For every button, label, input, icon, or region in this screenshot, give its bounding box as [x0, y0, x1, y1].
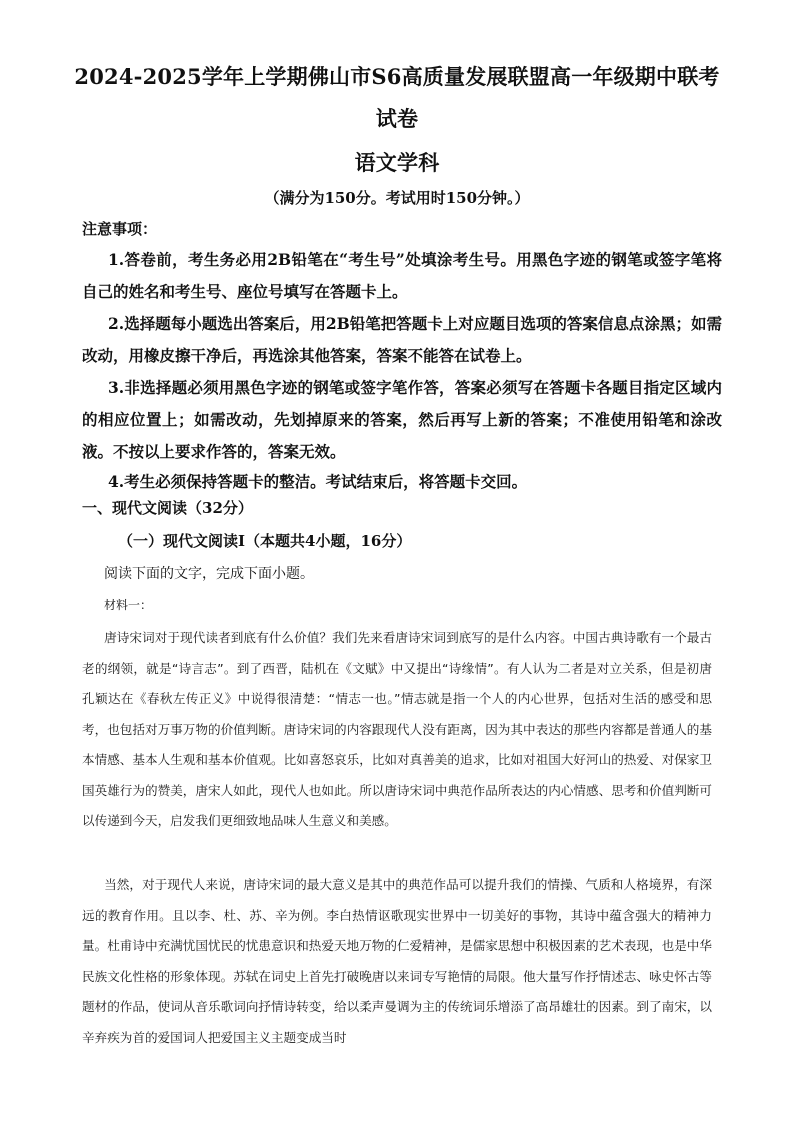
subsection-heading: （一）现代文阅读Ⅰ（本题共4小题，16分） [118, 532, 412, 550]
notice-item: 2.选择题每小题选出答案后，用2B铅笔把答题卡上对应题目选项的答案信息点涂黑；如需改动，用橡皮擦干净后，再选涂其他答案，答案不能答在试卷上。 [82, 314, 722, 365]
material-label: 材料一： [104, 598, 153, 612]
passage-paragraph: 唐诗宋词对于现代读者到底有什么价值？我们先来看唐诗宋词到底写的是什么内容。中国古典诗歌有一个最古老的纲领，就是“诗言志”。到了西晋，陆机在《文赋》中又提出“诗缘情”。有人认为二者是对立关系，但是初唐孔颖达在《春秋左传正义》中说得很清楚：“情志一也。”情志就是指一个人的内心世界，包括对生活的感受和思考，也包括对万事万物的价值判断。唐诗宋词的内容跟现代人没有距离，因为其中表达的那些内容都是普通人的基本情感、基本人生观和基本价值观。比如喜怒哀乐，比如对真善美的追求，比如对祖国大好河山的热爱、对保家卫国英雄行为的赞美，唐宋人如此，现代人也如此。所以唐诗宋词中典范作品所表达的内心情感、思考和价值判断可以传递到今天，启发我们更细致地品味人生意义和美感。 [82, 630, 712, 828]
notice-heading: 注意事项： [82, 220, 158, 238]
exam-title-continued: 试卷 [375, 106, 419, 131]
notice-item: 4.考生必须保持答题卡的整洁。考试结束后，将答题卡交回。 [108, 472, 528, 491]
exam-title: 2024-2025学年上学期佛山市S6高质量发展联盟高一年级期中联考 [74, 64, 720, 89]
notice-item: 1.答卷前，考生务必用2B铅笔在“考生号”处填涂考生号。用黑色字迹的钢笔或签字笔将自己的姓名和考生号、座位号填写在答题卡上。 [82, 250, 722, 301]
subject-title: 语文学科 [354, 150, 440, 175]
passage-paragraph: 当然，对于现代人来说，唐诗宋词的最大意义是其中的典范作品可以提升我们的情操、气质和人格境界，有深远的教育作用。且以李、杜、苏、辛为例。李白热情讴歌现实世界中一切美好的事物，其诗中蕴含强大的精神力量。杜甫诗中充满忧国忧民的忧患意识和热爱天地万物的仁爱精神，是儒家思想中积极因素的艺术表现，也是中华民族文化性格的形象体现。苏轼在词史上首先打破晚唐以来词专写艳情的局限。他大量写作抒情述志、咏史怀古等题材的作品，使词从音乐歌词向抒情诗转变，给以柔声曼调为主的传统词乐增添了高昂雄壮的因素。到了南宋，以辛弃疾为首的爱国词人把爱国主义主题变成当时 [82, 877, 712, 1045]
section-heading: 一、现代文阅读（32分） [82, 499, 253, 517]
reading-instruction: 阅读下面的文字，完成下面小题。 [104, 566, 314, 582]
notice-item: 3.非选择题必须用黑色字迹的钢笔或签字笔作答，答案必须写在答题卡各题目指定区域内的相应位置上；如需改动，先划掉原来的答案，然后再写上新的答案；不准使用铅笔和涂改液。不按以上要求作答的，答案无效。 [82, 378, 722, 461]
score-note: （满分为150分。考试用时150分钟。） [264, 189, 530, 207]
